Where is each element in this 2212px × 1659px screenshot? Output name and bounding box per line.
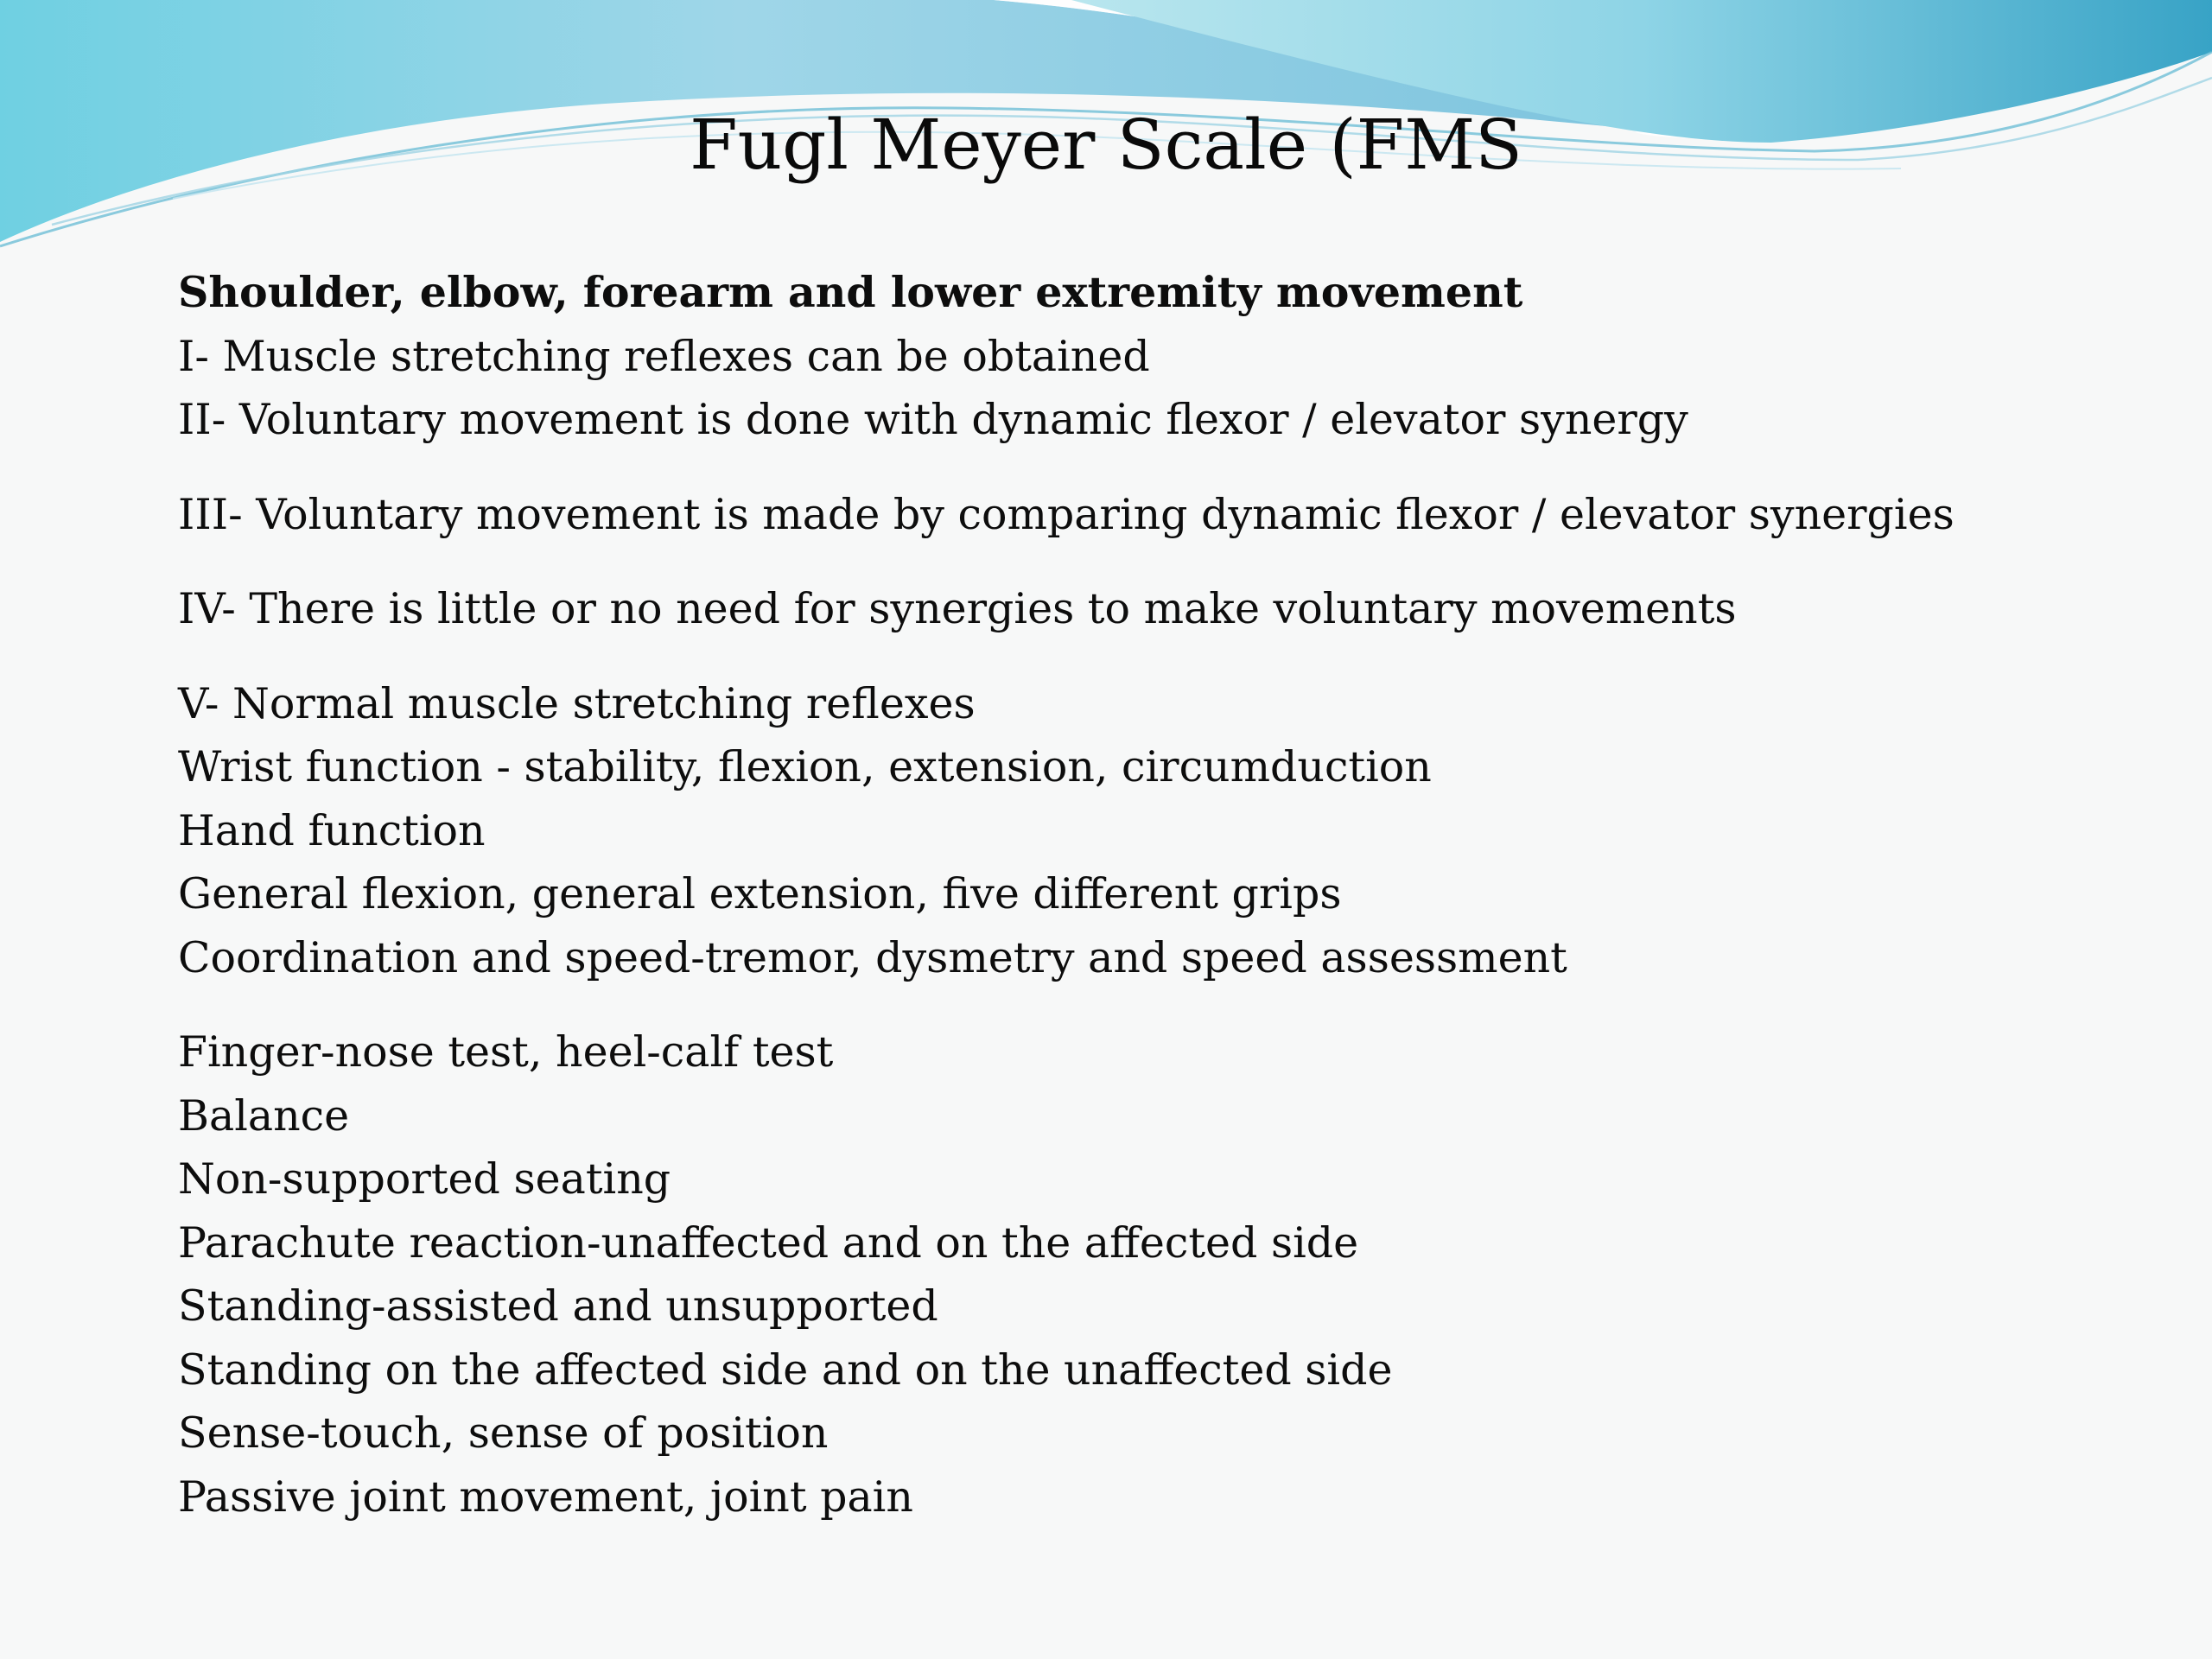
list-item: IV- There is little or no need for synergies to make voluntary movements [178, 584, 1737, 633]
list-item: Hand function [178, 805, 486, 855]
slide-title: Fugl Meyer Scale (FMS [690, 105, 1522, 185]
list-item: Standing-assisted and unsupported [178, 1281, 938, 1331]
list-item: Non-supported seating [178, 1154, 671, 1204]
list-item: Sense-touch, sense of position [178, 1408, 829, 1458]
list-item: Coordination and speed-tremor, dysmetry and speed assessment [178, 932, 1567, 982]
spacer [178, 641, 2079, 672]
list-item: III- Voluntary movement is made by comparing dynamic flexor / elevator synergies [178, 489, 1955, 539]
spacer [178, 546, 2079, 577]
list-item: II- Voluntary movement is done with dynamic flexor / elevator synergy [178, 395, 1688, 444]
list-item: Standing on the affected side and on the unaffected side [178, 1344, 1393, 1395]
list-item: Passive joint movement, joint pain [178, 1471, 913, 1522]
spacer [178, 989, 2079, 1020]
list-item: General flexion, general extension, five different grips [178, 869, 1342, 918]
section-heading: Shoulder, elbow, forearm and lower extremity movement [178, 267, 1523, 317]
list-item: I- Muscle stretching reflexes can be obtained [178, 331, 1150, 381]
list-item: Balance [178, 1090, 350, 1141]
list-item: Finger-nose test, heel-calf test [178, 1027, 834, 1077]
list-item: Wrist function - stability, flexion, extension, circumduction [178, 742, 1432, 791]
slide-body [178, 261, 2079, 1529]
list-item: V- Normal muscle stretching reflexes [178, 678, 976, 728]
spacer [178, 452, 2079, 483]
list-item: Parachute reaction-unaffected and on the affected side [178, 1217, 1359, 1268]
